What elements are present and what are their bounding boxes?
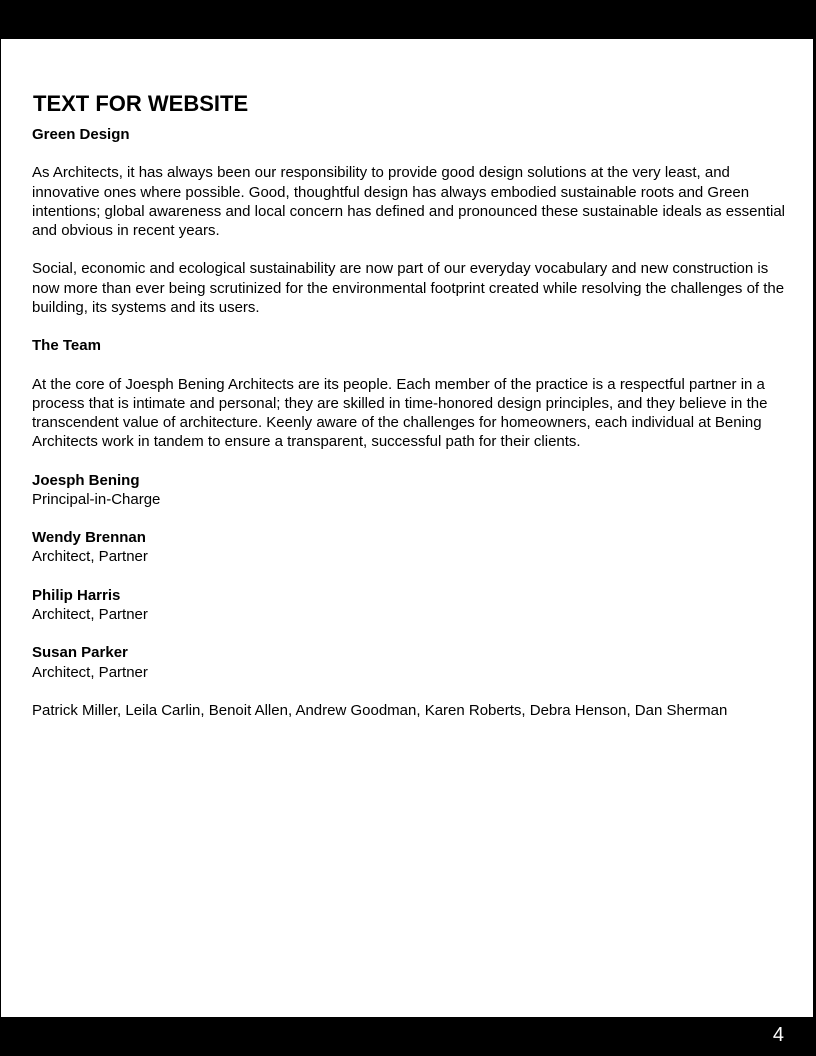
- staff-list: Patrick Miller, Leila Carlin, Benoit Allen, Andrew Goodman, Karen Roberts, Debra Henson, Dan Sherman: [32, 701, 728, 719]
- spacer: [32, 355, 792, 374]
- team-member-role: Principal-in-Charge: [32, 490, 161, 508]
- spacer: [32, 144, 792, 163]
- team-member: [32, 471, 792, 509]
- team-member-name: Joesph Bening: [32, 471, 140, 489]
- team-member: [32, 586, 792, 624]
- page-number: 4: [772, 1024, 784, 1046]
- document-page: [1, 39, 813, 1017]
- section-heading-the-team: The Team: [32, 337, 101, 355]
- document-content: [32, 91, 792, 720]
- team-member-role: Architect, Partner: [32, 663, 148, 681]
- document-title: TEXT FOR WEBSITE: [33, 91, 249, 116]
- green-design-paragraph-1: As Architects, it has always been our responsibility to provide good design solutions at the very least, and innovative ones where possible. Good, thoughtful design has always embodied sustainable roots and Green intentions; global awareness and local concern has defined and pronounced these sustainable ideals as essential and obvious in recent years.: [32, 164, 786, 239]
- spacer: [32, 567, 792, 586]
- spacer: [32, 682, 792, 701]
- team-member-name: Wendy Brennan: [32, 529, 146, 547]
- spacer: [32, 624, 792, 643]
- section-heading-green-design: Green Design: [32, 126, 130, 143]
- team-member-name: Susan Parker: [32, 644, 128, 662]
- team-member-role: Architect, Partner: [32, 605, 148, 623]
- team-member: [32, 528, 792, 566]
- team-member-name: Philip Harris: [32, 586, 121, 604]
- team-intro-paragraph: At the core of Joesph Bening Architects are its people. Each member of the practice is a respectful partner in a process that is intimate and personal; they are skilled in time-honored design principles, and they believe in the transcendent value of architecture. Keenly aware of the challenges for homeowners, each individual at Bening Architects work in tandem to ensure a transparent, successful path for their clients.: [32, 375, 768, 451]
- spacer: [32, 317, 792, 336]
- spacer: [32, 240, 792, 259]
- green-design-paragraph-2: Social, economic and ecological sustainability are now part of our everyday vocabulary and new construction is now more than ever being scrutinized for the environmental footprint created while resolving the challenges of the building, its systems and its users.: [32, 260, 785, 316]
- spacer: [32, 509, 792, 528]
- team-member: [32, 643, 792, 681]
- team-member-role: Architect, Partner: [32, 548, 148, 566]
- spacer: [32, 451, 792, 470]
